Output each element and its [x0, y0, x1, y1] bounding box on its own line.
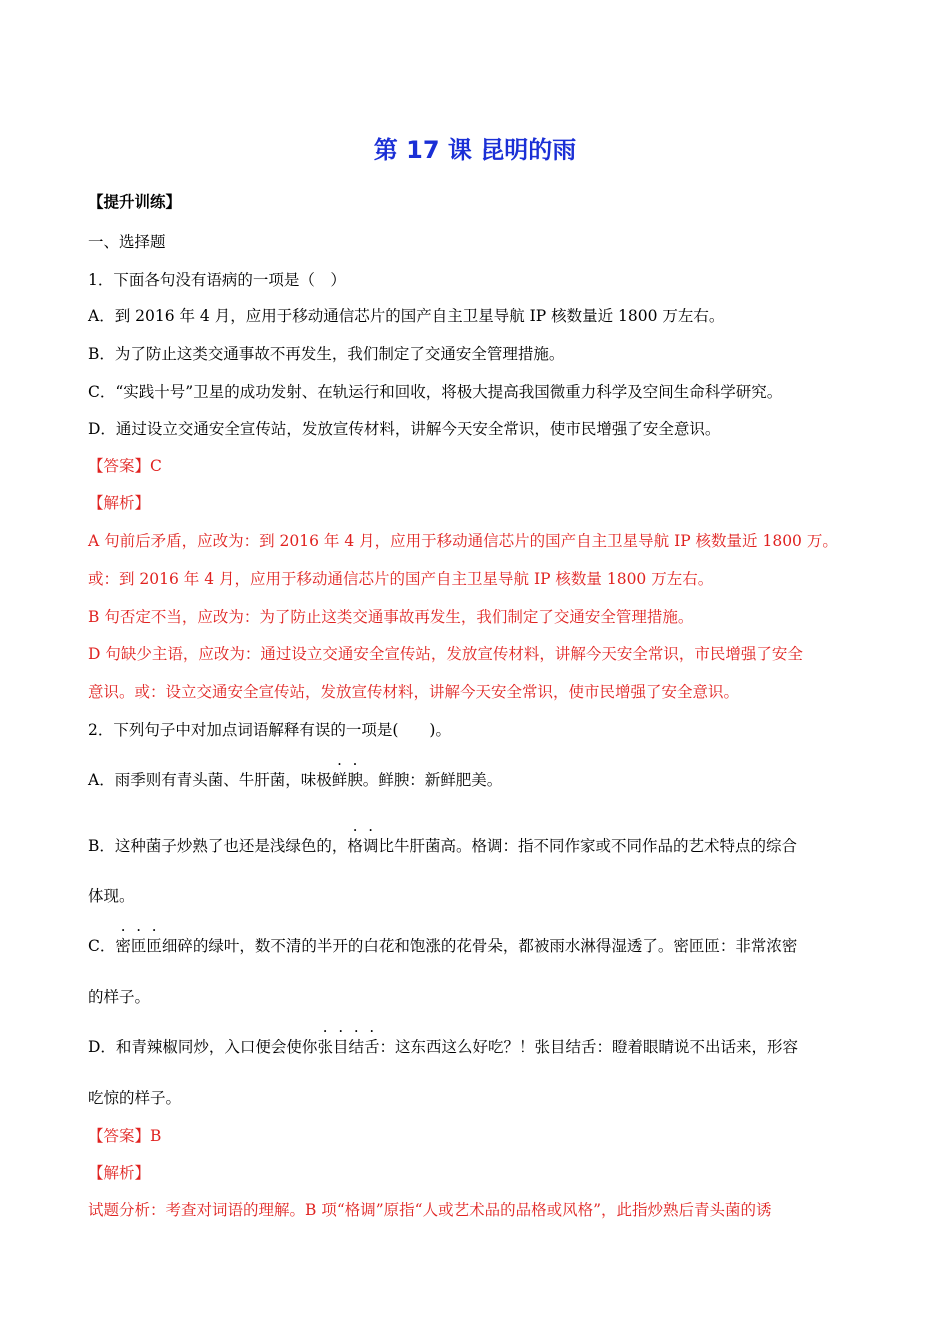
q1-analysis-label: 【解析】	[88, 494, 151, 512]
dotted-char: 目	[332, 1038, 349, 1056]
q2-option-b	[88, 834, 797, 856]
page-title: 第 17 课 昆明的雨	[373, 136, 577, 164]
q1-analysis-line: D 句缺少主语，应改为：通过设立交通安全宣传站，发放宣传材料，讲解今天安全常识，市民增强了安全	[88, 645, 803, 663]
option-text: ：这东西这么好吃？！张目结舌：瞪着眼睛说不出话来，形容	[379, 1038, 799, 1056]
option-text: C．	[88, 937, 116, 955]
dotted-char: 调	[362, 837, 379, 855]
q1-analysis-line: B 句否定不当，应改为：为了防止这类交通事故再发生，我们制定了交通安全管理措施。	[88, 608, 694, 626]
q2-option-b-cont: 体现。	[88, 887, 135, 905]
answer-value: C	[150, 457, 162, 475]
q1-option-c: C．“实践十号”卫星的成功发射、在轨运行和回收，将极大提高我国微重力科学及空间生命科学研究。	[88, 383, 783, 401]
option-text: 比牛肝菌高。格调：指不同作家或不同作品的艺术特点的综合	[378, 837, 797, 855]
q2-option-d	[88, 1035, 798, 1057]
dotted-char: 鲜	[331, 771, 348, 789]
dotted-word	[347, 837, 378, 855]
answer-label: 【答案】	[88, 1127, 151, 1145]
q1-analysis-line: 或：到 2016 年 4 月，应用于移动通信芯片的国产自主卫星导航 IP 核数量 1800 万左右。	[88, 570, 714, 588]
dotted-word	[332, 771, 363, 789]
dotted-word	[317, 1038, 379, 1056]
q1-analysis-line: A 句前后矛盾，应改为：到 2016 年 4 月，应用于移动通信芯片的国产自主卫星导航 IP 核数量近 1800 万。	[88, 532, 838, 550]
dotted-char: 舌	[363, 1038, 380, 1056]
dotted-char: 腴	[347, 771, 363, 789]
dotted-char: 张	[317, 1038, 333, 1056]
q2-option-d-cont: 吃惊的样子。	[88, 1089, 182, 1107]
q2-analysis-label: 【解析】	[88, 1164, 151, 1182]
dotted-char: 格	[347, 837, 363, 855]
q1-option-a: A．到 2016 年 4 月，应用于移动通信芯片的国产自主卫星导航 IP 核数量近 1800 万左右。	[88, 307, 725, 325]
option-text: A．雨季则有青头菌、牛肝菌，味极	[88, 771, 332, 789]
q2-option-a	[88, 768, 502, 790]
q2-option-c-cont: 的样子。	[88, 988, 151, 1006]
q2-analysis-line: 试题分析：考查对词语的理解。B 项“格调”原指“人或艺术品的品格或风格”，此指炒熟后青头菌的诱	[88, 1201, 772, 1219]
option-text: D．和青辣椒同炒，入口便会使你	[88, 1038, 318, 1056]
q2-stem: 2．下列句子中对加点词语解释有误的一项是( )。	[88, 721, 451, 739]
dotted-char: 密	[115, 937, 131, 955]
q1-answer	[88, 454, 162, 476]
q1-option-b: B．为了防止这类交通事故不再发生，我们制定了交通安全管理措施。	[88, 345, 565, 363]
dotted-word	[115, 937, 162, 955]
q1-stem: 1．下面各句没有语病的一项是（ ）	[88, 271, 346, 289]
answer-label: 【答案】	[88, 457, 151, 475]
option-text: 。鲜腴：新鲜肥美。	[362, 771, 503, 789]
answer-value: B	[150, 1127, 162, 1145]
option-text: 细碎的绿叶，数不清的半开的白花和饱涨的花骨朵，都被雨水淋得湿透了。密匝匝：非常浓密	[161, 937, 798, 955]
section-heading: 【提升训练】	[88, 192, 182, 211]
option-text: B．这种菌子炒熟了也还是浅绿色的，	[88, 837, 348, 855]
q2-answer	[88, 1124, 161, 1146]
q1-option-d: D．通过设立交通安全宣传站，发放宣传材料，讲解今天安全常识，使市民增强了安全意识。	[88, 420, 721, 438]
q1-analysis-line: 意识。或：设立交通安全宣传站，发放宣传材料，讲解今天安全常识，使市民增强了安全意识。	[88, 683, 740, 701]
part-heading: 一、选择题	[88, 233, 166, 251]
dotted-char: 结	[348, 1038, 364, 1056]
dotted-char: 匝	[130, 937, 147, 955]
dotted-char: 匝	[146, 937, 162, 955]
q2-option-c	[88, 934, 797, 956]
